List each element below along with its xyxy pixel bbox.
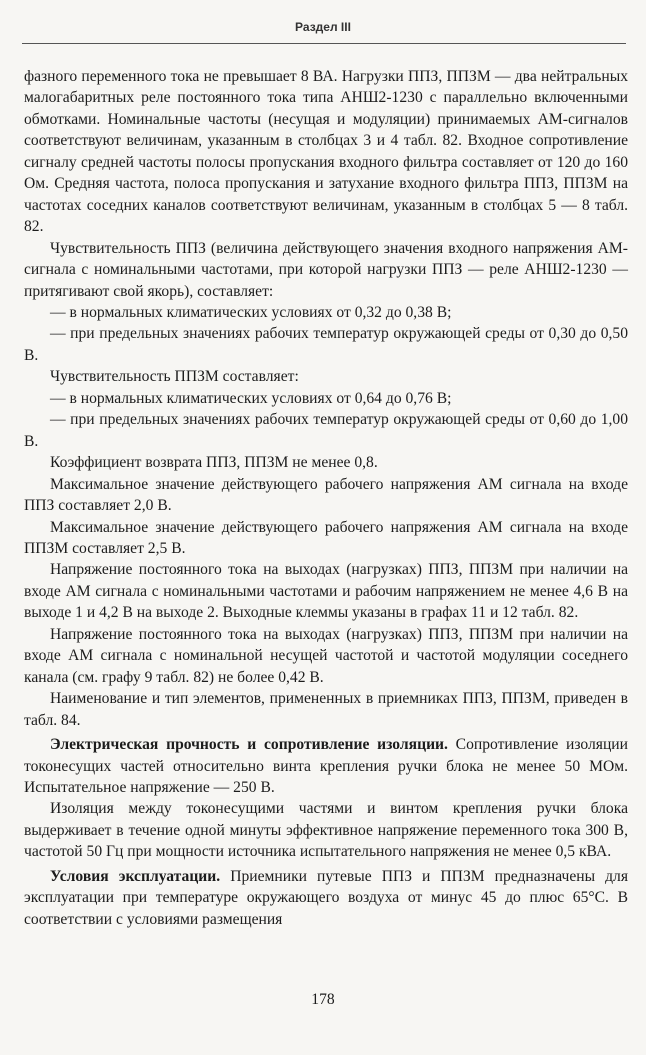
paragraph — [24, 866, 628, 930]
paragraph: Коэффициент возврата ППЗ, ППЗМ не менее 0,8. — [50, 454, 378, 472]
page-number: 178 — [311, 991, 335, 1008]
section-header: Раздел III — [295, 20, 351, 34]
paragraph: Чувствительность ППЗ (величина действующего значения входного напряжения АМ-сигнала с номинальными частотами, при которой нагрузки ППЗ — реле АНШ2-1230 — притягивают свой якорь), составляет: — [24, 239, 628, 300]
paragraph: Изоляция между токонесущими частями и винтом крепления ручки блока выдерживает в течение одной минуты эффективное напряжение переменного тока 300 В, частотой 50 Гц при мощности источника испытательного напряжения не менее 0,5 кВА. — [24, 800, 628, 861]
paragraph: фазного переменного тока не превышает 8 ВА. Нагрузки ППЗ, ППЗМ — два нейтральных малогабаритных реле постоянного тока типа АНШ2-1230 с параллельно включенными обмотками. Номинальные частоты (несущая и модуляции) принимаемых АМ-сигналов соответствуют величинам, указанным в столбцах 3 и 4 табл. 82. Входное сопротивление сигналу средней частоты полосы пропускания входного фильтра составляет от 120 до 160 Ом. Средняя частота, полоса пропускания и затухание входного фильтра ППЗ, ППЗМ на частотах соседних каналов соответствуют величинам, указанным в столбцах 5 — 8 табл. 82. — [24, 68, 628, 236]
paragraph: Чувствительность ППЗМ составляет: — [50, 368, 299, 386]
paragraph-text: Приемники путевые ППЗ и ППЗМ предназначены для эксплуатации при температуре окружающего воздуха от минус 45 до плюс 65°С. В соответствии с условиями размещения — [24, 867, 628, 928]
paragraph: Максимальное значение действующего рабочего напряжения АМ сигнала на входе ППЗМ составляет 2,5 В. — [24, 518, 628, 557]
list-item: — в нормальных климатических условиях от 0,64 до 0,76 В; — [50, 389, 452, 407]
paragraph-heading: Условия эксплуатации. — [50, 867, 221, 885]
paragraph: Напряжение постоянного тока на выходах (нагрузках) ППЗ, ППЗМ при наличии на входе АМ сигнала с номинальными частотами и рабочим напряжением не менее 4,6 В на выходе 1 и 4,2 В на выходе 2. Выходные клеммы указаны в графах 11 и 12 табл. 82. — [24, 561, 628, 622]
paragraph-heading: Электрическая прочность и сопротивление изоляции. — [50, 736, 448, 754]
list-item: — при предельных значениях рабочих температур окружающей среды от 0,30 до 0,50 В. — [24, 325, 628, 364]
list-item: — в нормальных климатических условиях от 0,32 до 0,38 В; — [50, 303, 452, 321]
paragraph: Наименование и тип элементов, примененных в приемниках ППЗ, ППЗМ, приведен в табл. 84. — [24, 690, 628, 729]
paragraph — [24, 734, 628, 798]
body-text — [24, 66, 628, 930]
paragraph: Напряжение постоянного тока на выходах (нагрузках) ППЗ, ППЗМ при наличии на входе АМ сигнала с номинальной несущей частотой и частотой модуляции соседнего канала (см. графу 9 табл. 82) не более 0,42 В. — [24, 625, 628, 686]
paragraph-text: Сопротивление изоляции токонесущих частей относительно винта крепления ручки блока не менее 50 МОм. Испытательное напряжение — 250 В. — [24, 736, 628, 796]
header-rule — [22, 43, 626, 44]
paragraph: Максимальное значение действующего рабочего напряжения АМ сигнала на входе ППЗ составляет 2,0 В. — [24, 475, 628, 515]
list-item: — при предельных значениях рабочих температур окружающей среды от 0,60 до 1,00 В. — [24, 411, 628, 450]
